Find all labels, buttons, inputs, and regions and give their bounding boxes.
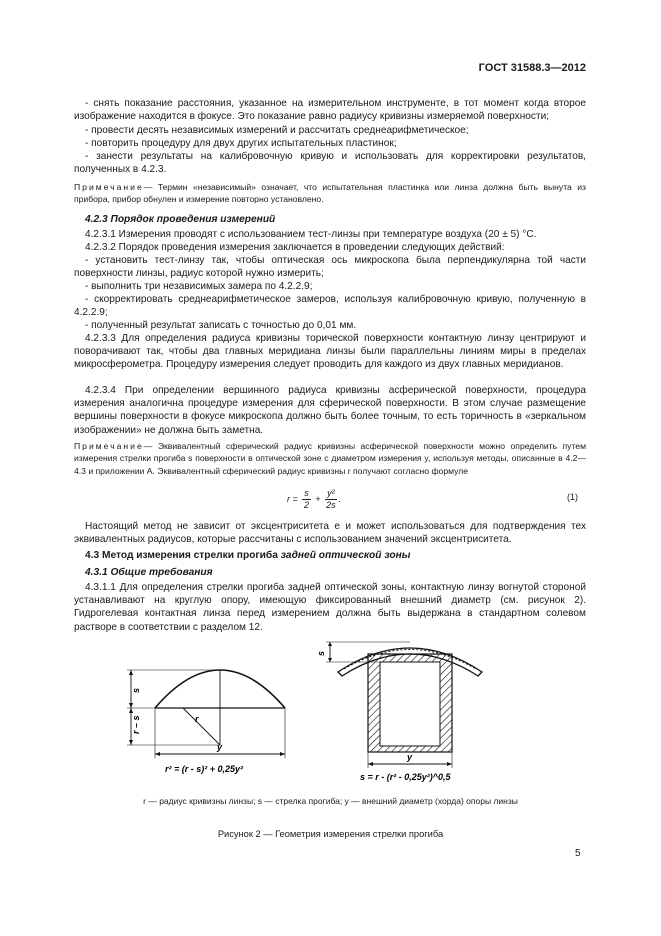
label-r: r: [195, 714, 199, 724]
text-line-repeat-procedure: - повторить процедуру для двух других испытательных пластинок;: [85, 138, 397, 149]
note-text: — Термин «независимый» означает, что испытательная пластинка или линза должна быть вынута из прибора, прибор обнулен и измерение повторно установлено.: [74, 182, 586, 205]
formula-equivalent-radius: [287, 488, 341, 511]
figure-left-geometry: [125, 650, 315, 775]
text-line-calibration-curve: - занести результаты на калибровочную кривую и использовать для корректировки результатов, полученных в 4.2.3.: [74, 151, 586, 176]
note-text: — Эквивалентный сферический радиус кривизны асферической поверхности можно определить путем измерения стрелки прогиба s поверхности в оптической зоне с диаметром измерения y, используя методы, описанные в 4.2—4.3 и приложении А. Эквивалентный сферический радиус кривизны r получают согласно формуле: [74, 441, 586, 476]
formula-denominator: 2: [304, 500, 310, 510]
note-label: Примечание: [74, 182, 144, 192]
formula-fraction-s-2: [302, 488, 311, 511]
formula-numerator: s: [304, 488, 309, 498]
formula-number: (1): [567, 492, 578, 502]
note-independent: [74, 181, 586, 206]
text-line-focus-reading: - снять показание расстояния, указанное на измерительном инструменте, в тот момент когда второе изображение находится в фокусе. Это показание равно радиусу кривизны измеряемой поверхности;: [74, 98, 586, 123]
figure-right-geometry: [316, 632, 500, 782]
label-y: y: [407, 752, 413, 762]
list-item-three-measurements: - выполнить три независимых замера по 4.2.2.9;: [85, 281, 313, 292]
figure-caption: Рисунок 2 — Геометрия измерения стрелки прогиба: [217, 829, 444, 839]
para-4-2-3-2: 4.2.3.2 Порядок проведения измерения заключается в проведении следующих действий:: [85, 242, 505, 253]
document-header: ГОСТ 31588.3—2012: [478, 62, 586, 74]
para-4-2-3-4: 4.2.3.4 При определении вершинного радиуса кривизны асферической поверхности, процедура измерения аналогична процедуре измерения для сферической поверхности. В этом случае размещение вершины поверхности в фокусе микроскопа должно быть более точным, то есть торичность в «зеркальном изображении» не должна быть заметна.: [74, 385, 586, 436]
formula-fraction-y2-2s: [325, 488, 337, 511]
label-r-minus-s: r – s: [131, 715, 141, 734]
note-label: Примечание: [74, 441, 144, 451]
list-item-install-lens: - установить тест-линзу так, чтобы оптическая ось микроскопа была перпендикулярна той части поверхности линзы, радиус которой нужно измерить;: [74, 255, 586, 280]
section-heading-4-2-3: 4.2.3 Порядок проведения измерений: [85, 214, 276, 225]
note-equivalent-radius: [74, 440, 586, 477]
text-line-ten-measurements: - провести десять независимых измерений и рассчитать среднеарифметическое;: [85, 125, 469, 136]
formula-denominator: 2s: [326, 500, 336, 510]
radius-line: [183, 708, 220, 745]
formula-tail: .: [338, 493, 342, 504]
label-s: s: [316, 650, 326, 656]
figure-legend: r — радиус кривизны линзы; s — стрелка прогиба; y — внешний диаметр (хорда) опоры линзы: [143, 796, 518, 806]
formula-numerator: y²: [327, 488, 335, 498]
para-4-3-1-1: 4.3.1.1 Для определения стрелки прогиба задней оптической зоны, контактную линзу вогнутой стороной устанавливают на круглую опору, имеющую фиксированный внешний диаметр (см. рисунок 2). Гидрогелевая контактная линза перед измерением должна быть выдержана в стандартном солевом растворе в соответствии с разделом 12.: [74, 582, 586, 633]
formula-lhs: r =: [287, 493, 298, 504]
heading-plain-part: 4.3 Метод измерения стрелки прогиба: [85, 550, 278, 561]
label-s: s: [131, 687, 141, 693]
formula-plus: +: [315, 493, 321, 504]
list-item-accuracy: - полученный результат записать с точностью до 0,01 мм.: [85, 320, 357, 331]
heading-italic-part: задней оптической зоны: [280, 550, 411, 561]
label-y: y: [217, 742, 223, 752]
section-heading-4-3: [85, 550, 410, 561]
para-4-2-3-1: 4.2.3.1 Измерения проводят с использованием тест-линзы при температуре воздуха (20 ± 5) °С.: [85, 229, 537, 240]
formula-left: r² = (r - s)² + 0,25y²: [165, 764, 244, 774]
list-item-correct-mean: - скорректировать среднеарифметическое замеров, используя калибровочную кривую, полученную в 4.2.2.9;: [74, 294, 586, 319]
para-4-2-3-3: 4.2.3.3 Для определения радиуса кривизны торической поверхности контактную линзу центрируют и поворачивают так, чтобы два главных меридиана линзы были параллельны линиям миры в пределах микросферометра. Процедуру измерения следует проводить для каждого из двух главных меридианов.: [74, 333, 586, 371]
para-method-independent: Настоящий метод не зависит от эксцентриситета е и может использоваться для подтверждения тех эквивалентных радиусов, которые рассчитаны с использованием значений эксцентриситета.: [74, 521, 586, 546]
section-heading-4-3-1: 4.3.1 Общие требования: [85, 567, 213, 578]
page-number: 5: [575, 848, 581, 859]
support-inner: [380, 662, 440, 746]
formula-right: s = r - (r² - 0,25y²)^0,5: [360, 772, 451, 782]
